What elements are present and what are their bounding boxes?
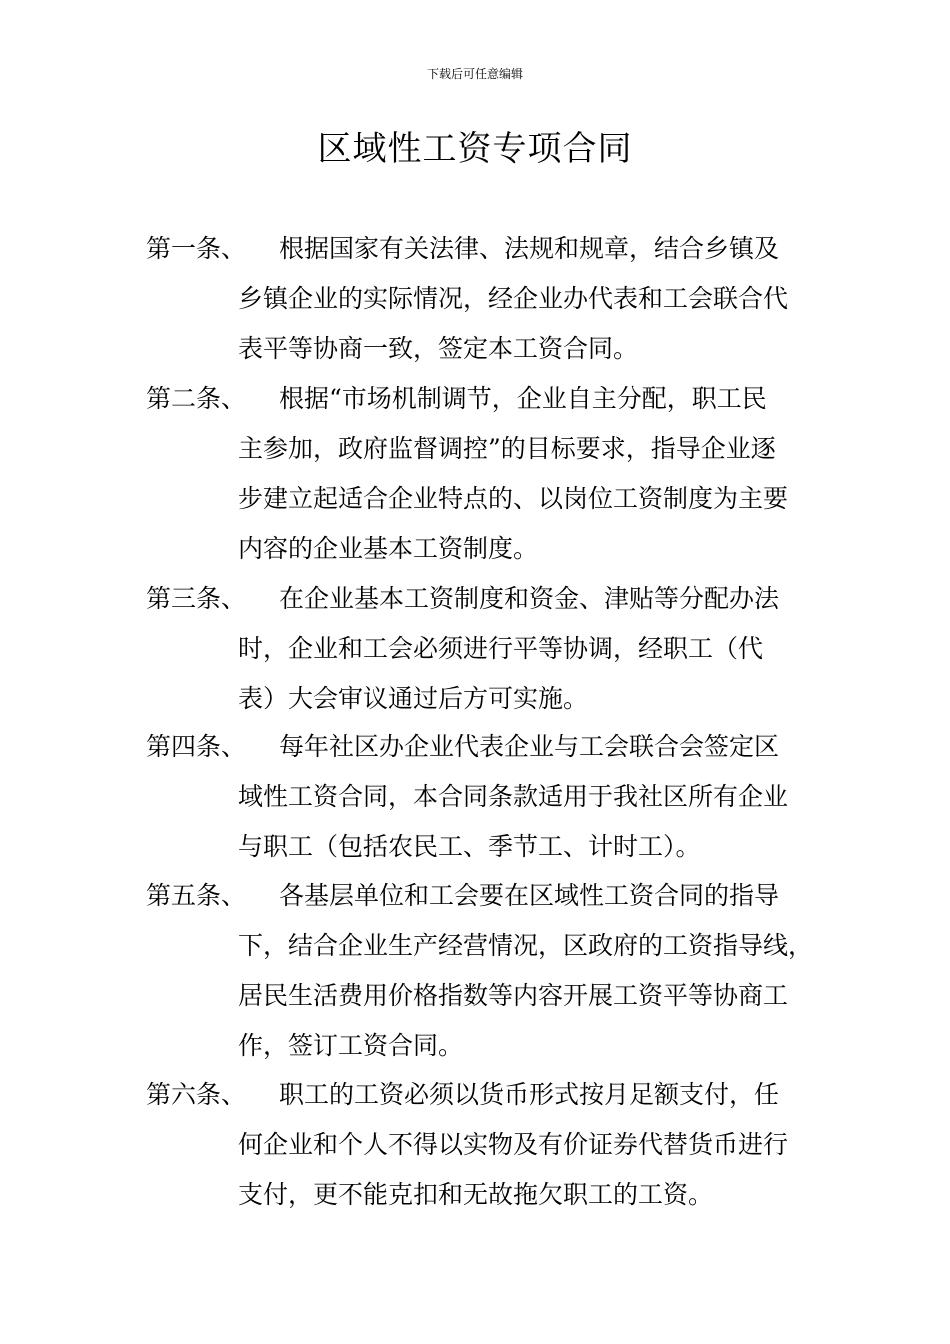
article-line: 职工的工资必须以货币形式按月足额支付，任 xyxy=(279,1080,780,1109)
article-number: 第一条、 xyxy=(146,234,247,263)
article-line: 每年社区办企业代表企业与工会联合会签定区 xyxy=(279,732,780,761)
article-number: 第四条、 xyxy=(146,732,247,761)
document-title: 区域性工资专项合同 xyxy=(317,129,633,169)
article-number: 第五条、 xyxy=(146,881,247,910)
article-line: 主参加，政府监督调控”的目标要求，指导企业逐 xyxy=(238,434,776,463)
article-line: 根据“市场机制调节，企业自主分配，职工民 xyxy=(279,384,767,413)
article-line: 作，签订工资合同。 xyxy=(238,1031,464,1060)
article-line: 步建立起适合企业特点的、以岗位工资制度为主要 xyxy=(238,484,789,513)
article-line: 乡镇企业的实际情况，经企业办代表和工会联合代 xyxy=(238,284,789,313)
article-line: 何企业和个人不得以实物及有价证券代替货币进行 xyxy=(238,1130,789,1159)
article-line: 根据国家有关法律、法规和规章，结合乡镇及 xyxy=(279,234,780,263)
article-line: 域性工资合同，本合同条款适用于我社区所有企业 xyxy=(238,782,789,811)
header-note: 下载后可任意编辑 xyxy=(426,67,523,81)
article-line: 内容的企业基本工资制度。 xyxy=(238,534,539,563)
article-line: 各基层单位和工会要在区域性工资合同的指导 xyxy=(279,881,780,910)
article-line: 表平等协商一致，签定本工资合同。 xyxy=(238,334,639,363)
article-line: 下，结合企业生产经营情况，区政府的工资指导线， xyxy=(238,931,814,960)
article-number: 第二条、 xyxy=(146,384,247,413)
article-line: 支付，更不能克扣和无故拖欠职工的工资。 xyxy=(238,1180,714,1209)
article-line: 在企业基本工资制度和资金、津贴等分配办法 xyxy=(279,584,780,613)
article-line: 居民生活费用价格指数等内容开展工资平等协商工 xyxy=(238,981,789,1010)
article-line: 与职工（包括农民工、季节工、计时工）。 xyxy=(238,832,701,861)
article-line: 时，企业和工会必须进行平等协调，经职工（代 xyxy=(238,634,764,663)
article-line: 表）大会审议通过后方可实施。 xyxy=(238,684,589,713)
article-number: 第三条、 xyxy=(146,584,247,613)
article-number: 第六条、 xyxy=(146,1080,247,1109)
